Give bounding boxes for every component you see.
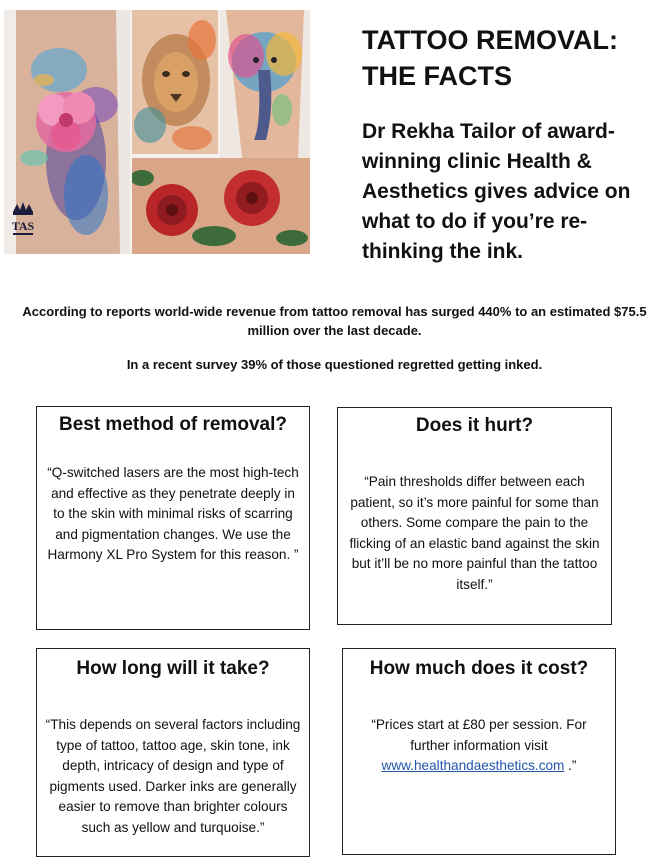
svg-text:TAS: TAS (11, 219, 35, 233)
page-subtitle: Dr Rekha Tailor of award-winning clinic Health & Aesthetics gives advice on what to do if you’re re-thinking the ink. (362, 120, 631, 263)
faq-heading: How long will it take? (76, 658, 270, 679)
faq-answer: “Q-switched lasers are the most high-tech and effective as they penetrate deeply in to the skin with minimal risks of scarring and pigmentation changes. We use the Harmony XL Pro System for this reason. ” (47, 465, 299, 562)
clinic-website-link[interactable]: www.healthandaesthetics.com (381, 758, 565, 773)
faq-heading: Best method of removal? (58, 414, 288, 435)
faq-box-cost (342, 648, 616, 855)
faq-answer: “This depends on several factors including type of tattoo, tattoo age, skin tone, ink depth, intricacy of design and type of pigments used. Darker inks are generally easier to remove than brighter colours such as yellow and turquoise.” (45, 717, 301, 835)
cost-answer-end: .” (564, 758, 577, 773)
faq-box-best-method (36, 406, 310, 630)
revenue-statement: According to reports world-wide revenue from tattoo removal has surged 440% to an estimated $75.5 million over the last decade. (22, 304, 647, 338)
tattoo-photo-collage (4, 10, 310, 254)
cost-answer-text: “Prices start at £80 per session. For further information visit (371, 717, 587, 753)
faq-answer: “Pain thresholds differ between each patient, so it’s more painful for some than others. Some compare the pain to the flicking of an elastic band against the skin but it’ll be no more painful than the tattoo itself.” (349, 474, 600, 592)
faq-box-does-it-hurt (337, 407, 612, 625)
faq-answer (343, 715, 615, 777)
elephant-tattoo-photo (220, 10, 310, 158)
faq-heading: How much does it cost? (369, 658, 589, 679)
page-title: TATTOO REMOVAL: THE FACTS (362, 25, 618, 91)
tas-watermark-logo (10, 200, 36, 240)
rose-tattoo-photo (132, 158, 310, 254)
survey-statement: In a recent survey 39% of those questioned regretted getting inked. (126, 357, 543, 372)
lion-tattoo-photo (132, 10, 218, 154)
faq-box-how-long (36, 648, 310, 857)
faq-heading: Does it hurt? (415, 415, 534, 436)
